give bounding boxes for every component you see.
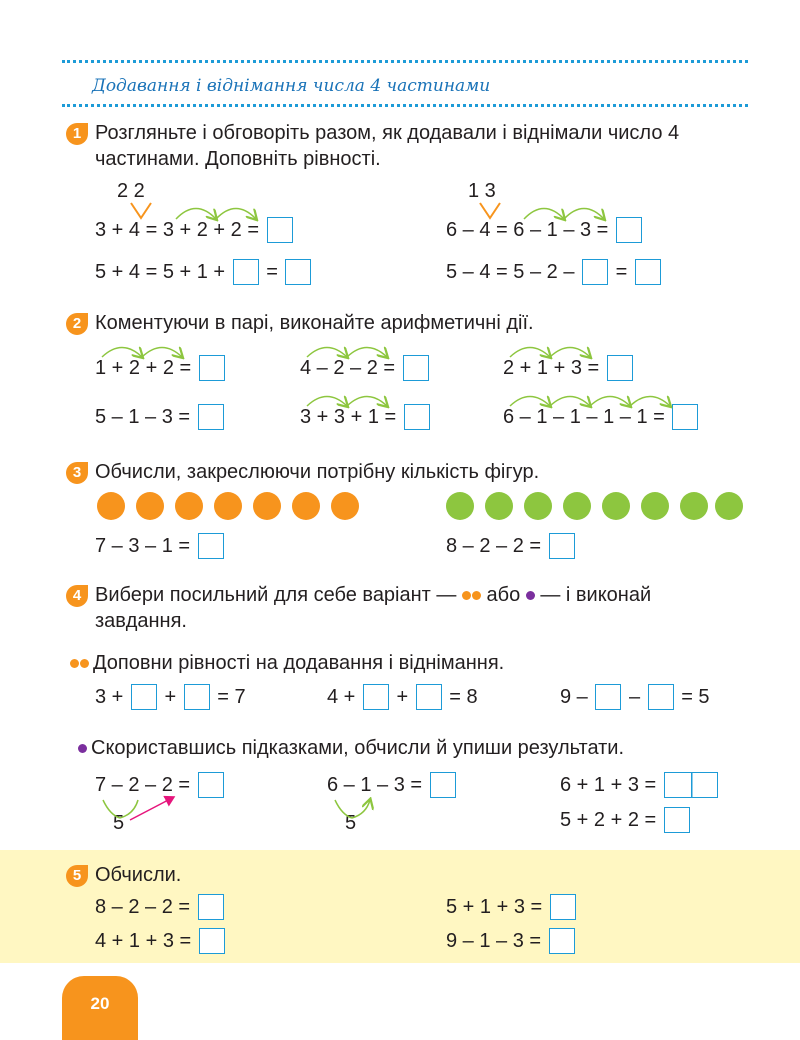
task-4-text xyxy=(95,582,755,634)
task-1-eq-1 xyxy=(95,216,295,244)
green-circle[interactable] xyxy=(641,492,669,520)
task-4-sub-2-text xyxy=(78,735,624,761)
hint-value: 5 xyxy=(113,812,125,834)
sub-2-label: Скориставшись підказками, обчисли й упиши результати. xyxy=(91,737,625,759)
task-4-text-c: — і виконай xyxy=(540,584,652,606)
sub-1-label: Доповни рівності на додавання і віднімання. xyxy=(93,652,505,674)
answer-box[interactable] xyxy=(582,259,608,285)
task-2-eq-3 xyxy=(503,354,635,382)
answer-box[interactable] xyxy=(199,355,225,381)
split-right: 1 3 xyxy=(468,180,496,202)
orange-circle[interactable] xyxy=(331,492,359,520)
answer-box[interactable] xyxy=(607,355,633,381)
orange-circle[interactable] xyxy=(97,492,125,520)
answer-box[interactable] xyxy=(430,772,456,798)
answer-box[interactable] xyxy=(549,533,575,559)
orange-circle[interactable] xyxy=(292,492,320,520)
level-one-dot-icon xyxy=(78,744,87,753)
green-circle[interactable] xyxy=(715,492,743,520)
top-dotted-line xyxy=(62,60,748,63)
task-4-sub-1-eq-1 xyxy=(95,683,246,711)
task-5-eq-2 xyxy=(446,893,578,921)
orange-circle[interactable] xyxy=(214,492,242,520)
answer-box[interactable] xyxy=(404,404,430,430)
task-4-sub-2-eq-3 xyxy=(560,771,720,799)
task-4-text-a: Вибери посильний для себе варіант — xyxy=(95,584,457,606)
task-3-number: 3 xyxy=(66,462,88,484)
answer-box[interactable] xyxy=(403,355,429,381)
eq-text: + xyxy=(396,686,409,708)
eq-text: 5 – 4 = 5 – 2 – xyxy=(446,261,575,283)
eq-text: = xyxy=(266,261,278,283)
task-1-eq-4 xyxy=(446,258,663,286)
task-4-text-b: або xyxy=(486,584,521,606)
task-4-text-d: завдання. xyxy=(95,610,187,632)
task-4-sub-1-eq-3 xyxy=(560,683,710,711)
level-one-dot-icon xyxy=(526,591,535,600)
orange-circle[interactable] xyxy=(253,492,281,520)
eq-text: 3 + xyxy=(95,686,124,708)
answer-box[interactable] xyxy=(233,259,259,285)
answer-box[interactable] xyxy=(549,928,575,954)
eq-text: 9 – 1 – 3 = xyxy=(446,930,542,952)
task-5-eq-3 xyxy=(95,927,227,955)
orange-circle[interactable] xyxy=(175,492,203,520)
eq-text: = 7 xyxy=(217,686,246,708)
eq-text: 8 – 2 – 2 = xyxy=(95,896,191,918)
eq-text: 6 + 1 + 3 = xyxy=(560,774,657,796)
eq-text: 5 – 1 – 3 = xyxy=(95,406,191,428)
eq-text: – xyxy=(628,686,641,708)
split-left: 2 2 xyxy=(117,180,145,202)
answer-box[interactable] xyxy=(198,894,224,920)
task-4-sub-2-eq-2 xyxy=(327,771,458,799)
task-5-text: Обчисли. xyxy=(95,864,182,886)
task-4-number: 4 xyxy=(66,585,88,607)
eq-text: 5 + 4 = 5 + 1 + xyxy=(95,261,226,283)
eq-text: = 5 xyxy=(681,686,710,708)
answer-box[interactable] xyxy=(648,684,674,710)
eq-text: 7 – 2 – 2 = xyxy=(95,774,191,796)
answer-box[interactable] xyxy=(267,217,293,243)
answer-box[interactable] xyxy=(672,404,698,430)
level-two-dots-icon xyxy=(472,591,481,600)
answer-box[interactable] xyxy=(635,259,661,285)
eq-text: 1 + 2 + 2 = xyxy=(95,357,192,379)
task-2-number: 2 xyxy=(66,313,88,335)
eq-text: 7 – 3 – 1 = xyxy=(95,535,191,557)
section-heading: Додавання і віднімання числа 4 частинами xyxy=(92,76,491,96)
answer-box[interactable] xyxy=(198,404,224,430)
level-two-dots-icon xyxy=(70,659,79,668)
two-digit-answer-box[interactable] xyxy=(664,772,718,798)
eq-text: 4 – 2 – 2 = xyxy=(300,357,396,379)
eq-text: 8 – 2 – 2 = xyxy=(446,535,542,557)
green-circle[interactable] xyxy=(680,492,708,520)
answer-box[interactable] xyxy=(550,894,576,920)
task-1-number: 1 xyxy=(66,123,88,145)
eq-text: + xyxy=(164,686,177,708)
answer-box[interactable] xyxy=(616,217,642,243)
green-circle[interactable] xyxy=(524,492,552,520)
answer-box[interactable] xyxy=(131,684,157,710)
level-two-dots-icon xyxy=(462,591,471,600)
eq-text: 6 – 4 = 6 – 1 – 3 = xyxy=(446,219,609,241)
task-4-sub-2-eq-1 xyxy=(95,771,226,799)
task-2-eq-5 xyxy=(300,403,432,431)
task-2-eq-2 xyxy=(300,354,431,382)
answer-box[interactable] xyxy=(184,684,210,710)
task-2-text: Коментуючи в парі, виконайте арифметичні дії. xyxy=(95,312,534,334)
eq-text: 3 + 3 + 1 = xyxy=(300,406,397,428)
eq-text: 5 + 2 + 2 = xyxy=(560,809,657,831)
task-5-number: 5 xyxy=(66,865,88,887)
task-4-sub-1-eq-2 xyxy=(327,683,478,711)
green-circle[interactable] xyxy=(602,492,630,520)
task-2-eq-4 xyxy=(95,403,226,431)
task-2-eq-6 xyxy=(503,403,700,431)
answer-box[interactable] xyxy=(198,772,224,798)
answer-box[interactable] xyxy=(416,684,442,710)
page-number: 20 xyxy=(62,976,138,1040)
answer-box[interactable] xyxy=(285,259,311,285)
green-circle[interactable] xyxy=(563,492,591,520)
green-circle[interactable] xyxy=(485,492,513,520)
eq-text: 2 + 1 + 3 = xyxy=(503,357,600,379)
eq-text: 4 + xyxy=(327,686,356,708)
bottom-dotted-line xyxy=(62,104,748,107)
eq-text: = xyxy=(615,261,628,283)
answer-box[interactable] xyxy=(199,928,225,954)
eq-text: 5 + 1 + 3 = xyxy=(446,896,543,918)
eq-text: = 8 xyxy=(449,686,478,708)
task-5-eq-1 xyxy=(95,893,226,921)
task-3-eq-1 xyxy=(95,532,226,560)
task-2-eq-1 xyxy=(95,354,227,382)
orange-circle[interactable] xyxy=(136,492,164,520)
task-1-eq-2 xyxy=(446,216,644,244)
answer-box[interactable] xyxy=(595,684,621,710)
eq-text: 9 – xyxy=(560,686,588,708)
task-1-text: Розгляньте і обговоріть разом, як додавали і віднімали число 4 частинами. Доповніть рівності. xyxy=(95,122,680,170)
green-circle[interactable] xyxy=(446,492,474,520)
eq-text: 6 – 1 – 3 = xyxy=(327,774,423,796)
answer-box[interactable] xyxy=(198,533,224,559)
task-3-eq-2 xyxy=(446,532,577,560)
answer-box[interactable] xyxy=(363,684,389,710)
hint-arrow-icon xyxy=(130,797,174,820)
task-5-eq-4 xyxy=(446,927,577,955)
task-4-sub-1-text xyxy=(70,650,504,676)
task-3-text: Обчисли, закреслюючи потрібну кількість фігур. xyxy=(95,461,540,483)
level-two-dots-icon xyxy=(80,659,89,668)
hint-value: 5 xyxy=(345,812,357,834)
task-4-sub-2-eq-4 xyxy=(560,806,692,834)
eq-text: 4 + 1 + 3 = xyxy=(95,930,192,952)
eq-text: 3 + 4 = 3 + 2 + 2 = xyxy=(95,219,260,241)
eq-text: 6 – 1 – 1 – 1 – 1 = xyxy=(503,406,665,428)
answer-box[interactable] xyxy=(664,807,690,833)
task-1-eq-3 xyxy=(95,258,313,286)
